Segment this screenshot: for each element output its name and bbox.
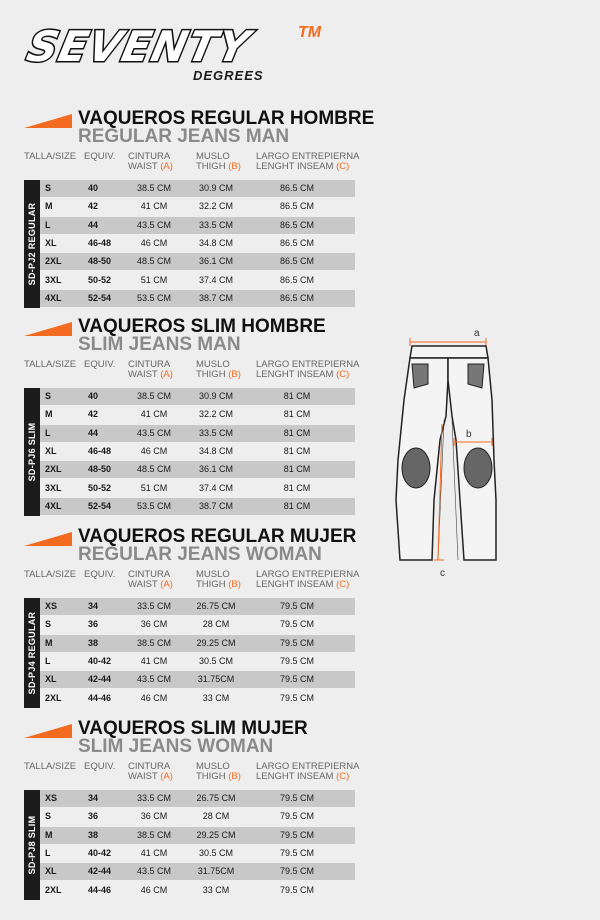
equiv-cell: 46-48 [88,237,112,248]
inseam-cell: 81 CM [283,391,311,401]
waist-cell: 46 CM [140,884,168,895]
equiv-cell: 34 [88,793,99,803]
thigh-cell: 34.8 CM [198,237,233,248]
inseam-cell: 86.5 CM [279,274,314,285]
model-code-label: SD-PJ8 SLIM [24,790,40,900]
equiv-cell: 42 [88,409,99,420]
table-row [40,406,355,423]
thigh-cell: 29.25 CM [196,829,236,840]
inseam-cell: 79.5 CM [279,884,314,895]
header-thigh: MUSLO THIGH (B) [196,569,241,590]
waist-cell: 43.5 CM [136,866,171,877]
thigh-cell: 38.7 CM [198,292,233,303]
header-inseam: LARGO ENTREPIERNA LENGHT INSEAM (C) [256,359,360,380]
section-title: VAQUEROS SLIM MUJER [78,718,308,739]
section-title: VAQUEROS REGULAR MUJER [78,526,357,547]
header-size: TALLA/SIZE [24,151,77,162]
inseam-cell: 81 CM [283,409,311,420]
inseam-cell: 79.5 CM [279,811,314,822]
header-inseam: LARGO ENTREPIERNA LENGHT INSEAM (C) [256,761,360,782]
size-cell: L [45,219,51,230]
header-thigh: MUSLO THIGH (B) [196,151,241,172]
inseam-cell: 81 CM [283,464,311,475]
inseam-cell: 86.5 CM [279,237,314,248]
brand-logo-word: SEVENTY [22,22,255,71]
inseam-cell: 81 CM [283,427,311,438]
table-row [40,690,355,707]
size-cell: M [45,201,53,212]
waist-cell: 38.5 CM [136,637,171,648]
waist-cell: 43.5 CM [136,427,171,438]
header-waist: CINTURA WAIST (A) [128,761,173,782]
equiv-cell: 40-42 [88,655,112,666]
table-row [40,461,355,478]
thigh-cell: 30.5 CM [198,847,233,858]
size-cell: 2XL [45,692,62,703]
header-equiv: EQUIV. [84,569,116,580]
equiv-cell: 46-48 [88,445,112,456]
size-cell: XS [45,601,58,611]
thigh-cell: 28 CM [202,811,230,822]
size-cell: 3XL [45,482,62,493]
equiv-cell: 42-44 [88,674,112,685]
inseam-cell: 81 CM [283,500,311,511]
table-row [40,198,355,215]
section-title: VAQUEROS SLIM HOMBRE [78,316,326,337]
header-equiv: EQUIV. [84,761,116,772]
equiv-cell: 44 [88,427,99,438]
thigh-cell: 33.5 CM [198,219,233,230]
header-thigh: MUSLO THIGH (B) [196,359,241,380]
table-row [40,616,355,633]
waist-cell: 46 CM [140,445,168,456]
table-row [40,290,355,307]
equiv-cell: 40 [88,183,99,193]
table-row [40,180,355,197]
waist-cell: 38.5 CM [136,829,171,840]
size-cell: 3XL [45,274,62,285]
thigh-cell: 29.25 CM [196,637,236,648]
inseam-cell: 81 CM [283,482,311,493]
equiv-cell: 42 [88,201,99,212]
thigh-cell: 37.4 CM [198,482,233,493]
thigh-cell: 30.5 CM [198,655,233,666]
size-cell: M [45,409,53,420]
waist-cell: 41 CM [140,409,168,420]
inseam-cell: 79.5 CM [279,793,314,803]
thigh-cell: 38.7 CM [198,500,233,511]
equiv-cell: 38 [88,829,99,840]
equiv-cell: 40-42 [88,847,112,858]
table-row [40,863,355,880]
header-inseam: LARGO ENTREPIERNA LENGHT INSEAM (C) [256,151,360,172]
header-waist: CINTURA WAIST (A) [128,569,173,590]
model-code-label: SD-PJ2 REGULAR [24,180,40,308]
inseam-cell: 79.5 CM [279,655,314,666]
inseam-cell: 81 CM [283,445,311,456]
table-row [40,598,355,615]
size-cell: 4XL [45,292,62,303]
label-b: b [466,429,472,440]
waist-cell: 46 CM [140,692,168,703]
pants-measurement-diagram [382,320,512,590]
inseam-cell: 86.5 CM [279,292,314,303]
section-subtitle: REGULAR JEANS MAN [78,126,290,147]
table-row [40,845,355,862]
thigh-cell: 33.5 CM [198,427,233,438]
brand-logo-tm: TM [298,24,322,41]
inseam-cell: 79.5 CM [279,829,314,840]
waist-cell: 36 CM [140,811,168,822]
thigh-cell: 31.75CM [197,866,235,877]
waist-cell: 46 CM [140,237,168,248]
label-c: c [440,568,445,579]
equiv-cell: 34 [88,601,99,611]
equiv-cell: 44 [88,219,99,230]
header-waist: CINTURA WAIST (A) [128,151,173,172]
table-row [40,635,355,652]
equiv-cell: 48-50 [88,256,112,267]
accent-wedge-icon [24,724,72,738]
brand-logo [22,22,328,84]
equiv-cell: 44-46 [88,884,112,895]
thigh-cell: 34.8 CM [198,445,233,456]
thigh-cell: 32.2 CM [198,201,233,212]
waist-cell: 41 CM [140,201,168,212]
waist-cell: 38.5 CM [136,183,171,193]
thigh-cell: 26.75 CM [196,793,236,803]
waist-cell: 36 CM [140,619,168,630]
accent-wedge-icon [24,532,72,546]
equiv-cell: 44-46 [88,692,112,703]
equiv-cell: 36 [88,811,99,822]
inseam-cell: 86.5 CM [279,201,314,212]
equiv-cell: 40 [88,391,99,401]
size-cell: L [45,655,51,666]
waist-cell: 43.5 CM [136,674,171,685]
thigh-cell: 31.75CM [197,674,235,685]
size-cell: M [45,829,53,840]
table-row [40,882,355,899]
inseam-cell: 79.5 CM [279,692,314,703]
waist-cell: 53.5 CM [136,292,171,303]
accent-wedge-icon [24,322,72,336]
table-row [40,235,355,252]
equiv-cell: 36 [88,619,99,630]
size-cell: S [45,811,52,822]
thigh-cell: 32.2 CM [198,409,233,420]
waist-cell: 51 CM [140,482,168,493]
section-title: VAQUEROS REGULAR HOMBRE [78,108,375,129]
waist-cell: 43.5 CM [136,219,171,230]
size-cell: S [45,391,52,401]
section-subtitle: SLIM JEANS MAN [78,334,241,355]
header-inseam: LARGO ENTREPIERNA LENGHT INSEAM (C) [256,569,360,590]
accent-wedge-icon [24,114,72,128]
size-cell: XL [45,674,57,685]
size-cell: S [45,183,52,193]
size-cell: XL [45,237,57,248]
section-subtitle: SLIM JEANS WOMAN [78,736,274,757]
equiv-cell: 50-52 [88,274,112,285]
thigh-cell: 30.9 CM [198,183,233,193]
header-size: TALLA/SIZE [24,761,77,772]
equiv-cell: 52-54 [88,500,112,511]
model-code-label: SD-PJ4 REGULAR [24,598,40,708]
header-size: TALLA/SIZE [24,569,77,580]
inseam-cell: 79.5 CM [279,866,314,877]
model-code-label: SD-PJ6 SLIM [24,388,40,516]
waist-cell: 33.5 CM [136,601,171,611]
table-row [40,443,355,460]
table-row [40,272,355,289]
equiv-cell: 38 [88,637,99,648]
waist-cell: 48.5 CM [136,464,171,475]
waist-cell: 41 CM [140,847,168,858]
header-waist: CINTURA WAIST (A) [128,359,173,380]
table-row [40,808,355,825]
inseam-cell: 79.5 CM [279,847,314,858]
inseam-cell: 79.5 CM [279,601,314,611]
thigh-cell: 37.4 CM [198,274,233,285]
thigh-cell: 33 CM [202,884,230,895]
size-cell: XL [45,445,57,456]
table-row [40,425,355,442]
header-size: TALLA/SIZE [24,359,77,370]
table-row [40,253,355,270]
inseam-cell: 79.5 CM [279,637,314,648]
inseam-cell: 79.5 CM [279,674,314,685]
size-cell: S [45,619,52,630]
equiv-cell: 42-44 [88,866,112,877]
table-row [40,653,355,670]
thigh-cell: 30.9 CM [198,391,233,401]
size-cell: XS [45,793,58,803]
size-cell: XL [45,866,57,877]
equiv-cell: 50-52 [88,482,112,493]
label-a: a [474,328,480,339]
header-equiv: EQUIV. [84,151,116,162]
waist-cell: 33.5 CM [136,793,171,803]
inseam-cell: 86.5 CM [279,183,314,193]
table-row [40,671,355,688]
waist-cell: 53.5 CM [136,500,171,511]
table-row [40,480,355,497]
size-cell: L [45,847,51,858]
size-cell: 2XL [45,256,62,267]
header-equiv: EQUIV. [84,359,116,370]
header-thigh: MUSLO THIGH (B) [196,761,241,782]
table-row [40,217,355,234]
thigh-cell: 36.1 CM [198,256,233,267]
thigh-cell: 33 CM [202,692,230,703]
inseam-cell: 86.5 CM [279,256,314,267]
waist-cell: 51 CM [140,274,168,285]
inseam-cell: 79.5 CM [279,619,314,630]
thigh-cell: 28 CM [202,619,230,630]
table-row [40,790,355,807]
inseam-cell: 86.5 CM [279,219,314,230]
waist-cell: 41 CM [140,655,168,666]
equiv-cell: 48-50 [88,464,112,475]
size-cell: L [45,427,51,438]
size-cell: 4XL [45,500,62,511]
size-cell: M [45,637,53,648]
brand-logo-sub: DEGREES [193,68,264,83]
size-cell: 2XL [45,464,62,475]
table-row [40,388,355,405]
thigh-cell: 26.75 CM [196,601,236,611]
waist-cell: 48.5 CM [136,256,171,267]
table-row [40,498,355,515]
equiv-cell: 52-54 [88,292,112,303]
waist-cell: 38.5 CM [136,391,171,401]
table-row [40,827,355,844]
size-cell: 2XL [45,884,62,895]
section-subtitle: REGULAR JEANS WOMAN [78,544,322,565]
thigh-cell: 36.1 CM [198,464,233,475]
